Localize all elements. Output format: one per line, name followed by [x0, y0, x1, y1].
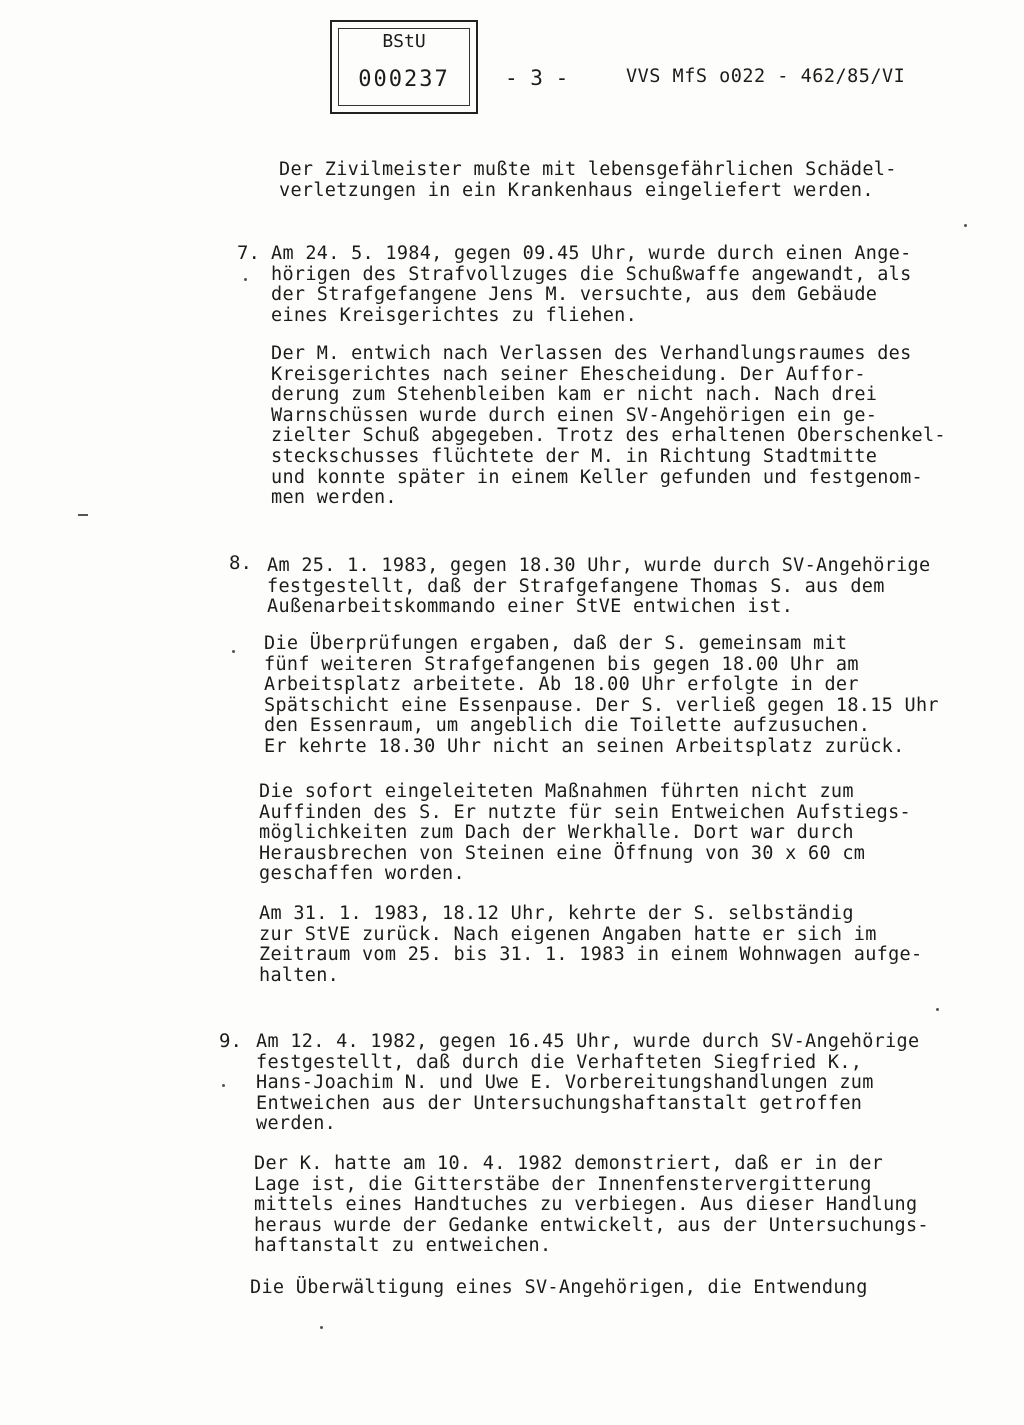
- item-7-paragraph-1: Am 24. 5. 1984, gegen 09.45 Uhr, wurde durch einen Ange- hörigen des Strafvollzuges die Schußwaffe angewandt, als der Strafgefangene Jens M. versuchte, aus dem Gebäude eines Kreisgerichtes zu fliehen.: [271, 243, 912, 326]
- item-8-paragraph-2: Die Überprüfungen ergaben, daß der S. gemeinsam mit fünf weiteren Strafgefangenen bis gegen 18.00 Uhr am Arbeitsplatz arbeitete. Ab 18.00 Uhr erfolgte in der Spätschicht eine Essenpause. Der S. verließ gegen 18.15 Uhr den Essenraum, um angeblich die Toilette aufzusuchen. Er kehrte 18.30 Uhr nicht an seinen Arbeitsplatz zurück.: [264, 633, 939, 757]
- scan-speck: [232, 650, 235, 653]
- scan-mark: [78, 514, 88, 516]
- item-8-number: 8.: [229, 552, 252, 574]
- item-7-paragraph-2: Der M. entwich nach Verlassen des Verhandlungsraumes des Kreisgerichtes nach seiner Ehescheidung. Der Auffor- derung zum Stehenbleiben kam er nicht nach. Nach drei Warnschüssen wurde durch einen SV-Angehörigen ein ge- zielter Schuß abgegeben. Trotz des erhaltenen Oberschenkel- steckschusses flüchtete der M. in Richtung Stadtmitte und konnte später in einem Keller gefunden und festgenom- men werden.: [271, 343, 946, 509]
- intro-paragraph: Der Zivilmeister mußte mit lebensgefährlichen Schädel- verletzungen in ein Krankenhaus eingeliefert werden.: [279, 159, 897, 201]
- stamp-title: BStU: [382, 31, 426, 52]
- scan-speck: [244, 278, 247, 281]
- scan-speck: [964, 224, 967, 227]
- scan-speck: [222, 1084, 225, 1087]
- stamp-inner-frame: [338, 28, 470, 106]
- item-7-number: 7.: [237, 242, 260, 264]
- item-8-paragraph-4: Am 31. 1. 1983, 18.12 Uhr, kehrte der S. selbständig zur StVE zurück. Nach eigenen Angaben hatte er sich im Zeitraum vom 25. bis 31. 1. 1983 in einem Wohnwagen aufge- halten.: [259, 903, 923, 986]
- item-8-paragraph-3: Die sofort eingeleiteten Maßnahmen führten nicht zum Auffinden des S. Er nutzte für sein Entweichen Aufstiegs- möglichkeiten zum Dach der Werkhalle. Dort war durch Herausbrechen von Steinen eine Öffnung von 30 x 60 cm geschaffen worden.: [259, 781, 911, 885]
- scan-speck: [320, 1326, 323, 1329]
- page-number: - 3 -: [505, 66, 569, 90]
- item-8-paragraph-1: Am 25. 1. 1983, gegen 18.30 Uhr, wurde durch SV-Angehörige festgestellt, daß der Strafgefangene Thomas S. aus dem Außenarbeitskommando einer StVE entwichen ist.: [267, 555, 931, 618]
- item-9-paragraph-2: Der K. hatte am 10. 4. 1982 demonstriert, daß er in der Lage ist, die Gitterstäbe der Innenfenstervergitterung mittels eines Handtuches zu verbiegen. Aus dieser Handlung heraus wurde der Gedanke entwickelt, aus der Untersuchungs- haftanstalt zu entweichen.: [254, 1153, 929, 1257]
- scan-speck: [936, 1008, 939, 1011]
- item-9-paragraph-3: Die Überwältigung eines SV-Angehörigen, die Entwendung: [250, 1277, 868, 1298]
- stamp-number: 000237: [358, 67, 450, 92]
- document-reference: VVS MfS o022 - 462/85/VI: [626, 66, 906, 87]
- item-9-paragraph-1: Am 12. 4. 1982, gegen 16.45 Uhr, wurde durch SV-Angehörige festgestellt, daß durch die Verhafteten Siegfried K., Hans-Joachim N. und Uwe E. Vorbereitungshandlungen zum Entweichen aus der Untersuchungshaftanstalt getroffen werden.: [256, 1031, 920, 1135]
- item-9-number: 9.: [219, 1030, 242, 1052]
- bstu-archive-stamp: [330, 20, 478, 114]
